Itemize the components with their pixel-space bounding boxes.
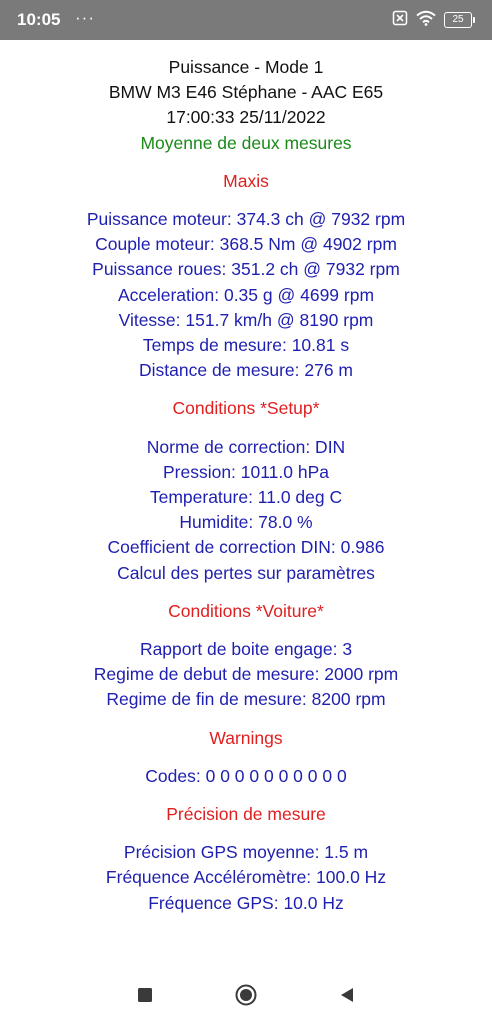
setup-line: Pression: 1011.0 hPa (162, 461, 330, 482)
maxis-line: Couple moteur: 368.5 Nm @ 4902 rpm (95, 234, 397, 255)
back-triangle-icon[interactable] (336, 984, 358, 1006)
more-notifications-icon: ··· (75, 8, 95, 27)
precision-line: Fréquence GPS: 10.0 Hz (148, 892, 344, 913)
status-time: 10:05 (17, 10, 61, 29)
wifi-icon (416, 10, 436, 31)
section-heading: Warnings (209, 727, 283, 748)
vehicle-name: BMW M3 E46 Stéphane - AAC E65 (108, 82, 384, 103)
average-note: Moyenne de deux mesures (140, 132, 352, 153)
report-header (0, 55, 492, 156)
maxis-line: Vitesse: 151.7 km/h @ 8190 rpm (118, 309, 374, 330)
voiture-line: Regime de debut de mesure: 2000 rpm (93, 664, 399, 685)
recents-square-icon[interactable] (134, 984, 156, 1006)
battery-icon: 25 (444, 12, 472, 28)
page-title: Puissance - Mode 1 (168, 57, 324, 77)
setup-line: Coefficient de correction DIN: 0.986 (107, 537, 385, 558)
setup-line: Norme de correction: DIN (146, 436, 346, 457)
setup-line: Calcul des pertes sur paramètres (117, 562, 375, 583)
home-circle-icon[interactable] (235, 984, 257, 1006)
section-heading: Conditions *Setup* (172, 398, 320, 419)
setup-section (0, 396, 492, 585)
status-icons (392, 10, 472, 30)
setup-line: Temperature: 11.0 deg C (149, 487, 343, 508)
warning-codes: Codes: 0 0 0 0 0 0 0 0 0 0 (145, 765, 347, 786)
setup-line: Humidite: 78.0 % (179, 512, 313, 533)
section-heading: Maxis (223, 170, 269, 191)
maxis-line: Puissance moteur: 374.3 ch @ 7932 rpm (86, 209, 406, 230)
voiture-line: Rapport de boite engage: 3 (139, 639, 353, 660)
maxis-line: Temps de mesure: 10.81 s (142, 335, 350, 356)
navigation-bar (0, 966, 492, 1024)
section-heading: Conditions *Voiture* (168, 600, 324, 621)
voiture-section (0, 599, 492, 713)
status-bar (0, 0, 492, 40)
warnings-section (0, 726, 492, 789)
maxis-line: Distance de mesure: 276 m (139, 360, 353, 381)
maxis-line: Puissance roues: 351.2 ch @ 7932 rpm (92, 259, 400, 280)
voiture-line: Regime de fin de mesure: 8200 rpm (106, 689, 386, 710)
measurement-report (0, 55, 492, 916)
maxis-line: Acceleration: 0.35 g @ 4699 rpm (117, 284, 375, 305)
no-sim-icon (392, 10, 408, 31)
section-heading: Précision de mesure (166, 804, 326, 825)
precision-line: Précision GPS moyenne: 1.5 m (123, 842, 369, 863)
maxis-section (0, 169, 492, 384)
precision-section (0, 802, 492, 916)
precision-line: Fréquence Accéléromètre: 100.0 Hz (105, 867, 387, 888)
measurement-datetime: 17:00:33 25/11/2022 (166, 107, 326, 128)
